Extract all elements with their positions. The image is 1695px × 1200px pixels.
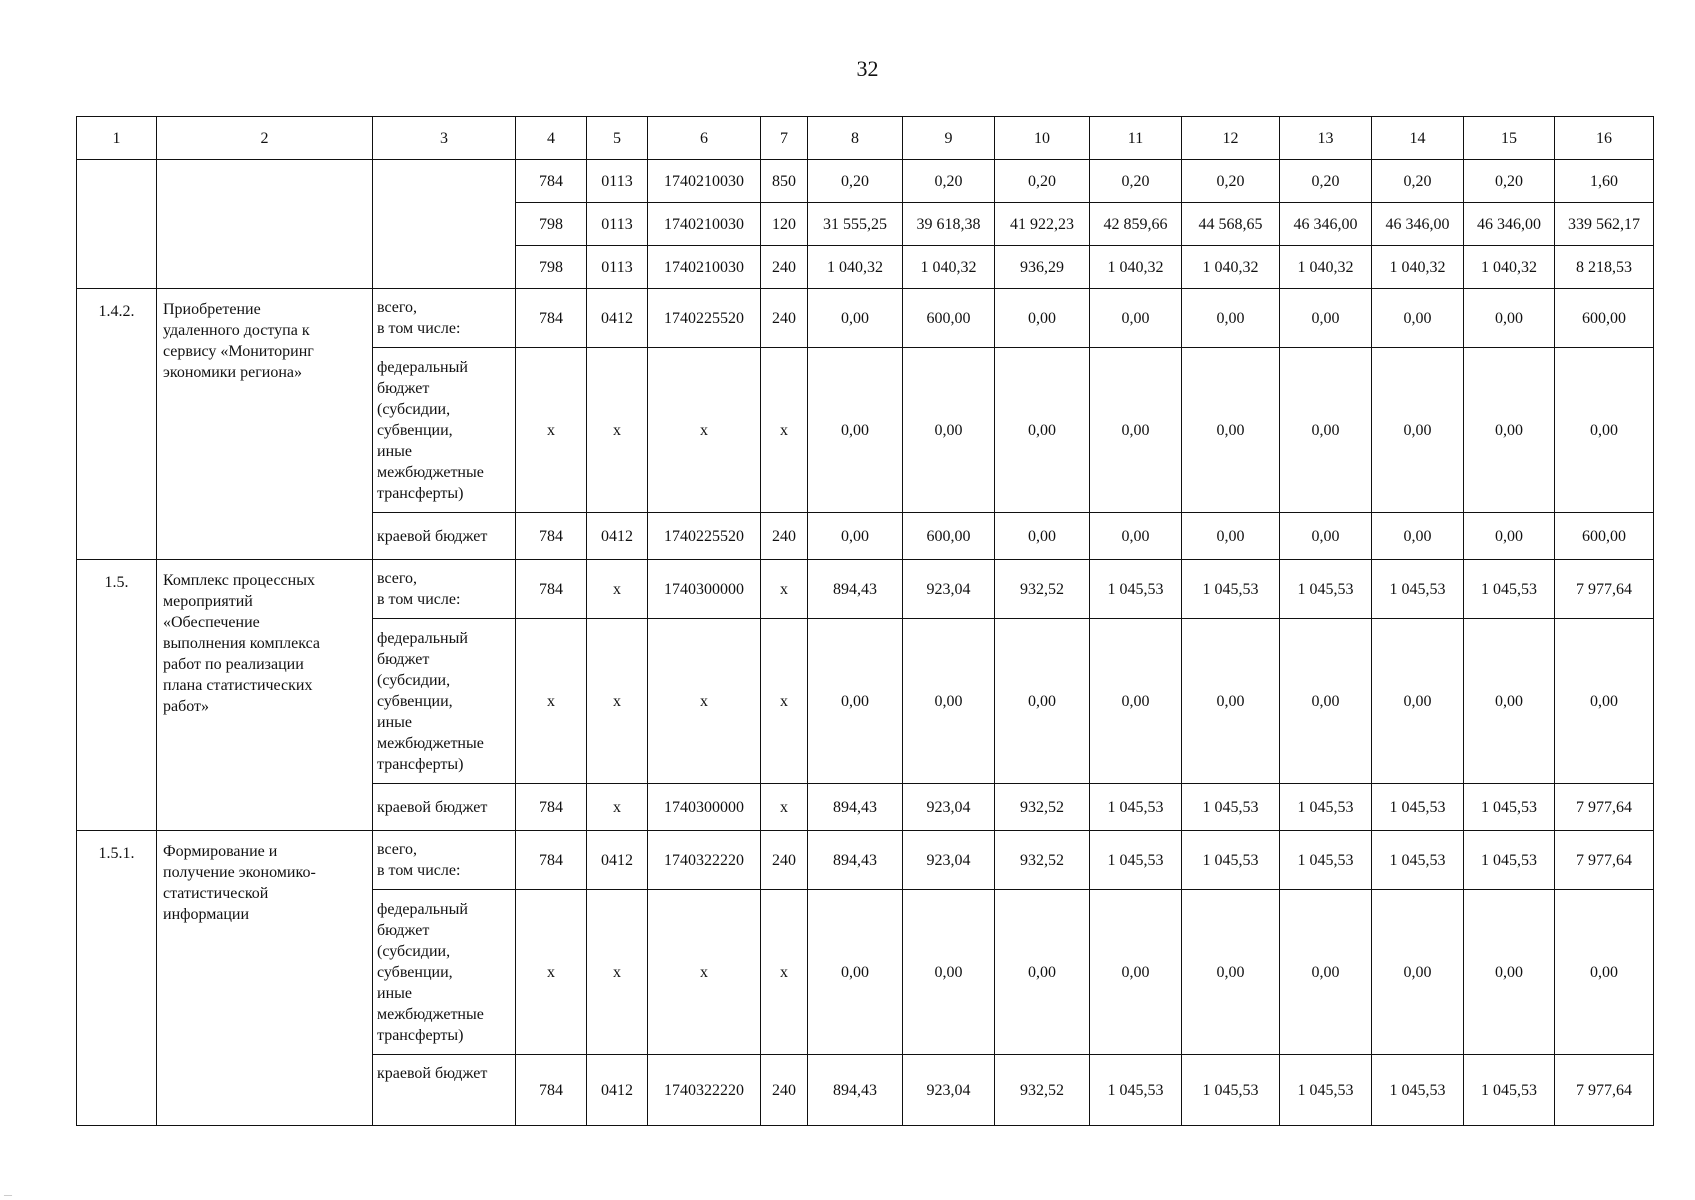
code-cell-c6: х xyxy=(648,348,761,513)
measure-number: 1.5.1. xyxy=(77,831,157,1126)
amount-cell: 1 045,53 xyxy=(1372,784,1464,831)
header-cell: 2 xyxy=(157,117,373,160)
source-total-label: всего, в том числе: xyxy=(373,560,516,619)
amount-cell: 923,04 xyxy=(903,784,995,831)
amount-cell: 44 568,65 xyxy=(1182,203,1280,246)
code-cell-c4: 784 xyxy=(516,560,587,619)
header-cell: 10 xyxy=(995,117,1090,160)
code-cell-c7: 240 xyxy=(761,246,808,289)
amount-cell: 0,20 xyxy=(1182,160,1280,203)
amount-cell: 0,20 xyxy=(1464,160,1555,203)
table-row xyxy=(77,160,1654,203)
header-cell: 3 xyxy=(373,117,516,160)
amount-cell: 7 977,64 xyxy=(1555,1055,1654,1126)
code-cell-c7: 240 xyxy=(761,831,808,890)
code-cell-c6: 1740225520 xyxy=(648,289,761,348)
name-cell-empty xyxy=(157,160,373,289)
header-cell: 16 xyxy=(1555,117,1654,160)
amount-cell: 42 859,66 xyxy=(1090,203,1182,246)
amount-cell: 1 040,32 xyxy=(903,246,995,289)
amount-cell: 0,00 xyxy=(1555,348,1654,513)
code-cell-c4: х xyxy=(516,890,587,1055)
amount-cell: 894,43 xyxy=(808,560,903,619)
code-cell-c6: х xyxy=(648,619,761,784)
code-cell-c5: 0113 xyxy=(587,160,648,203)
code-cell-c7: х xyxy=(761,619,808,784)
source-federal-label: федеральный бюджет (субсидии, субвенции, иные межбюджетные трансферты) xyxy=(373,890,516,1055)
header-cell: 6 xyxy=(648,117,761,160)
code-cell-c7: х xyxy=(761,560,808,619)
amount-cell: 0,00 xyxy=(1464,348,1555,513)
code-cell-c7: 120 xyxy=(761,203,808,246)
source-regional-label: краевой бюджет xyxy=(373,784,516,831)
code-cell-c6: х xyxy=(648,890,761,1055)
code-cell-c4: 798 xyxy=(516,203,587,246)
code-cell-c5: х xyxy=(587,348,648,513)
code-cell-c6: 1740210030 xyxy=(648,203,761,246)
amount-cell: 1 045,53 xyxy=(1182,560,1280,619)
amount-cell: 600,00 xyxy=(903,289,995,348)
code-cell-c6: 1740300000 xyxy=(648,784,761,831)
amount-cell: 0,00 xyxy=(903,619,995,784)
amount-cell: 0,00 xyxy=(808,289,903,348)
amount-cell: 0,20 xyxy=(1372,160,1464,203)
amount-cell: 46 346,00 xyxy=(1464,203,1555,246)
code-cell-c6: 1740322220 xyxy=(648,1055,761,1126)
amount-cell: 0,20 xyxy=(903,160,995,203)
code-cell-c5: х xyxy=(587,784,648,831)
code-cell-c5: 0113 xyxy=(587,246,648,289)
amount-cell: 8 218,53 xyxy=(1555,246,1654,289)
amount-cell: 0,00 xyxy=(1090,289,1182,348)
code-cell-c4: 784 xyxy=(516,289,587,348)
amount-cell: 1 045,53 xyxy=(1464,1055,1555,1126)
table-row xyxy=(77,560,1654,619)
code-cell-c4: 784 xyxy=(516,1055,587,1126)
amount-cell: 1 040,32 xyxy=(1090,246,1182,289)
code-cell-c4: 784 xyxy=(516,513,587,560)
amount-cell: 0,00 xyxy=(1280,289,1372,348)
amount-cell: 1 045,53 xyxy=(1182,831,1280,890)
measure-name: Комплекс процессных мероприятий «Обеспечение выполнения комплекса работ по реализации плана статистических работ» xyxy=(157,560,373,831)
amount-cell: 0,00 xyxy=(1464,513,1555,560)
amount-cell: 1 045,53 xyxy=(1280,831,1372,890)
code-cell-c4: 784 xyxy=(516,784,587,831)
header-cell: 13 xyxy=(1280,117,1372,160)
amount-cell: 0,00 xyxy=(1372,348,1464,513)
amount-cell: 7 977,64 xyxy=(1555,831,1654,890)
amount-cell: 1 040,32 xyxy=(1372,246,1464,289)
amount-cell: 0,00 xyxy=(1555,619,1654,784)
code-cell-c7: 240 xyxy=(761,513,808,560)
amount-cell: 1 040,32 xyxy=(808,246,903,289)
amount-cell: 1 045,53 xyxy=(1090,1055,1182,1126)
header-cell: 7 xyxy=(761,117,808,160)
amount-cell: 1 040,32 xyxy=(1280,246,1372,289)
code-cell-c5: х xyxy=(587,619,648,784)
amount-cell: 0,00 xyxy=(1464,890,1555,1055)
amount-cell: 0,00 xyxy=(1372,619,1464,784)
amount-cell: 0,00 xyxy=(1372,289,1464,348)
source-total-label: всего, в том числе: xyxy=(373,831,516,890)
code-cell-c5: х xyxy=(587,890,648,1055)
amount-cell: 7 977,64 xyxy=(1555,784,1654,831)
amount-cell: 1 045,53 xyxy=(1090,784,1182,831)
header-cell: 5 xyxy=(587,117,648,160)
amount-cell: 1 045,53 xyxy=(1372,560,1464,619)
header-cell: 4 xyxy=(516,117,587,160)
amount-cell: 0,20 xyxy=(1090,160,1182,203)
amount-cell: 0,00 xyxy=(995,513,1090,560)
code-cell-c5: х xyxy=(587,560,648,619)
amount-cell: 932,52 xyxy=(995,560,1090,619)
header-cell: 8 xyxy=(808,117,903,160)
code-cell-c5: 0412 xyxy=(587,289,648,348)
measure-number: 1.4.2. xyxy=(77,289,157,560)
amount-cell: 339 562,17 xyxy=(1555,203,1654,246)
amount-cell: 0,00 xyxy=(995,619,1090,784)
code-cell-c6: 1740300000 xyxy=(648,560,761,619)
code-cell-c7: 240 xyxy=(761,289,808,348)
amount-cell: 0,00 xyxy=(1090,513,1182,560)
header-cell: 9 xyxy=(903,117,995,160)
amount-cell: 0,00 xyxy=(903,890,995,1055)
amount-cell: 0,00 xyxy=(1182,890,1280,1055)
code-cell-c5: 0412 xyxy=(587,831,648,890)
amount-cell: 1 045,53 xyxy=(1372,831,1464,890)
amount-cell: 0,00 xyxy=(903,348,995,513)
code-cell-c4: 784 xyxy=(516,831,587,890)
amount-cell: 932,52 xyxy=(995,784,1090,831)
amount-cell: 1 040,32 xyxy=(1464,246,1555,289)
amount-cell: 600,00 xyxy=(1555,289,1654,348)
header-cell: 11 xyxy=(1090,117,1182,160)
amount-cell: 0,00 xyxy=(1280,513,1372,560)
code-cell-c6: 1740322220 xyxy=(648,831,761,890)
measure-name: Формирование и получение экономико- статистической информации xyxy=(157,831,373,1126)
code-cell-c6: 1740225520 xyxy=(648,513,761,560)
header-cell: 15 xyxy=(1464,117,1555,160)
amount-cell: 932,52 xyxy=(995,831,1090,890)
amount-cell: 0,00 xyxy=(808,619,903,784)
amount-cell: 0,00 xyxy=(1182,513,1280,560)
amount-cell: 1 045,53 xyxy=(1280,560,1372,619)
amount-cell: 0,00 xyxy=(808,348,903,513)
amount-cell: 600,00 xyxy=(1555,513,1654,560)
amount-cell: 0,00 xyxy=(1280,348,1372,513)
header-cell: 14 xyxy=(1372,117,1464,160)
code-cell-c6: 1740210030 xyxy=(648,246,761,289)
amount-cell: 0,00 xyxy=(1090,348,1182,513)
source-federal-label: федеральный бюджет (субсидии, субвенции, иные межбюджетные трансферты) xyxy=(373,348,516,513)
amount-cell: 31 555,25 xyxy=(808,203,903,246)
source-federal-label: федеральный бюджет (субсидии, субвенции, иные межбюджетные трансферты) xyxy=(373,619,516,784)
table-body xyxy=(77,117,1654,1126)
amount-cell: 923,04 xyxy=(903,1055,995,1126)
amount-cell: 923,04 xyxy=(903,831,995,890)
amount-cell: 1 045,53 xyxy=(1372,1055,1464,1126)
amount-cell: 894,43 xyxy=(808,1055,903,1126)
source-regional-label: краевой бюджет xyxy=(373,1055,516,1126)
code-cell-c4: х xyxy=(516,348,587,513)
amount-cell: 46 346,00 xyxy=(1372,203,1464,246)
amount-cell: 894,43 xyxy=(808,784,903,831)
code-cell-c7: х xyxy=(761,890,808,1055)
amount-cell: 936,29 xyxy=(995,246,1090,289)
amount-cell: 0,00 xyxy=(1555,890,1654,1055)
amount-cell: 1 040,32 xyxy=(1182,246,1280,289)
amount-cell: 0,20 xyxy=(995,160,1090,203)
amount-cell: 1 045,53 xyxy=(1090,831,1182,890)
amount-cell: 1 045,53 xyxy=(1464,831,1555,890)
amount-cell: 0,00 xyxy=(1280,890,1372,1055)
code-cell-c7: 240 xyxy=(761,1055,808,1126)
budget-table xyxy=(76,116,1654,1126)
amount-cell: 0,20 xyxy=(808,160,903,203)
header-row xyxy=(77,117,1654,160)
header-cell: 12 xyxy=(1182,117,1280,160)
code-cell-c6: 1740210030 xyxy=(648,160,761,203)
amount-cell: 1 045,53 xyxy=(1280,784,1372,831)
amount-cell: 0,00 xyxy=(1090,890,1182,1055)
code-cell-c5: 0412 xyxy=(587,513,648,560)
amount-cell: 894,43 xyxy=(808,831,903,890)
amount-cell: 0,00 xyxy=(808,513,903,560)
code-cell-c4: х xyxy=(516,619,587,784)
amount-cell: 1,60 xyxy=(1555,160,1654,203)
amount-cell: 600,00 xyxy=(903,513,995,560)
amount-cell: 932,52 xyxy=(995,1055,1090,1126)
amount-cell: 1 045,53 xyxy=(1464,784,1555,831)
amount-cell: 46 346,00 xyxy=(1280,203,1372,246)
code-cell-c7: 850 xyxy=(761,160,808,203)
amount-cell: 0,00 xyxy=(808,890,903,1055)
amount-cell: 0,00 xyxy=(1280,619,1372,784)
amount-cell: 0,00 xyxy=(1090,619,1182,784)
amount-cell: 39 618,38 xyxy=(903,203,995,246)
amount-cell: 7 977,64 xyxy=(1555,560,1654,619)
amount-cell: 0,20 xyxy=(1280,160,1372,203)
code-cell-c7: х xyxy=(761,784,808,831)
amount-cell: 0,00 xyxy=(1182,619,1280,784)
scan-mark: ― xyxy=(4,1190,12,1199)
amount-cell: 0,00 xyxy=(1372,513,1464,560)
amount-cell: 0,00 xyxy=(1182,348,1280,513)
code-cell-c5: 0113 xyxy=(587,203,648,246)
amount-cell: 0,00 xyxy=(995,348,1090,513)
amount-cell: 1 045,53 xyxy=(1182,784,1280,831)
amount-cell: 923,04 xyxy=(903,560,995,619)
source-regional-label: краевой бюджет xyxy=(373,513,516,560)
amount-cell: 1 045,53 xyxy=(1280,1055,1372,1126)
amount-cell: 0,00 xyxy=(1464,619,1555,784)
amount-cell: 1 045,53 xyxy=(1182,1055,1280,1126)
source-cell-empty xyxy=(373,160,516,289)
page-number: 32 xyxy=(856,56,879,81)
amount-cell: 0,00 xyxy=(1372,890,1464,1055)
table-row xyxy=(77,831,1654,890)
amount-cell: 1 045,53 xyxy=(1090,560,1182,619)
amount-cell: 41 922,23 xyxy=(995,203,1090,246)
code-cell-c4: 784 xyxy=(516,160,587,203)
amount-cell: 0,00 xyxy=(995,289,1090,348)
measure-number: 1.5. xyxy=(77,560,157,831)
table-row xyxy=(77,289,1654,348)
amount-cell: 0,00 xyxy=(1182,289,1280,348)
amount-cell: 0,00 xyxy=(1464,289,1555,348)
code-cell-c4: 798 xyxy=(516,246,587,289)
code-cell-c5: 0412 xyxy=(587,1055,648,1126)
source-total-label: всего, в том числе: xyxy=(373,289,516,348)
amount-cell: 1 045,53 xyxy=(1464,560,1555,619)
amount-cell: 0,00 xyxy=(995,890,1090,1055)
measure-name: Приобретение удаленного доступа к сервису «Мониторинг экономики региона» xyxy=(157,289,373,560)
number-cell-empty xyxy=(77,160,157,289)
header-cell: 1 xyxy=(77,117,157,160)
code-cell-c7: х xyxy=(761,348,808,513)
